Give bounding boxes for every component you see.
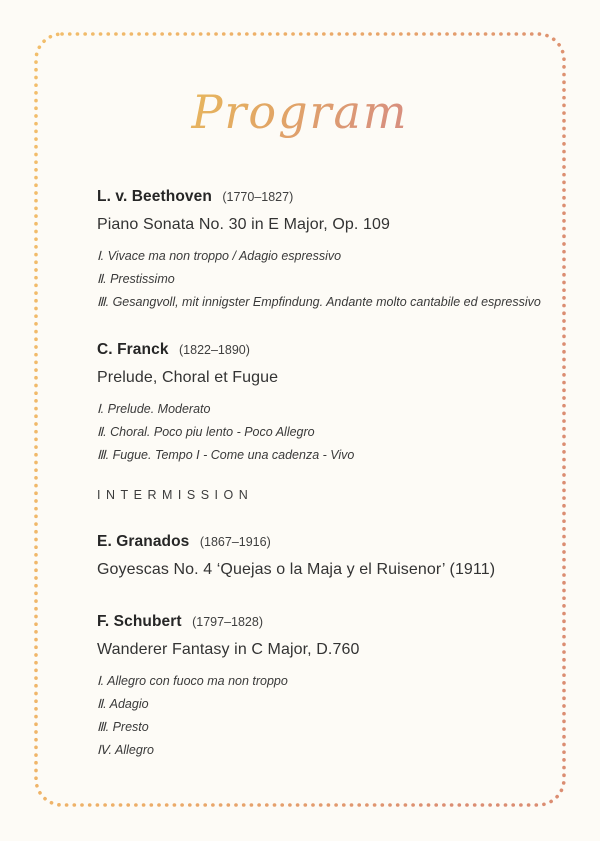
title-area xyxy=(0,68,600,163)
movement-list xyxy=(97,398,564,467)
section-granados xyxy=(97,533,564,579)
composer-dates: (1797–1828) xyxy=(192,615,263,629)
composer-name: L. v. Beethoven xyxy=(97,188,212,205)
section-franck xyxy=(97,341,564,467)
composer-line xyxy=(97,341,564,359)
movement-item: Ⅲ. Fugue. Tempo I - Come una cadenza - Vivo xyxy=(97,448,355,462)
section-schubert xyxy=(97,613,564,762)
composer-name: C. Franck xyxy=(97,341,169,358)
composer-line xyxy=(97,188,564,206)
composer-name: F. Schubert xyxy=(97,613,182,630)
movement-item: Ⅰ. Prelude. Moderato xyxy=(97,402,211,416)
composer-name: E. Granados xyxy=(97,533,190,550)
composer-line xyxy=(97,613,564,631)
composer-dates: (1770–1827) xyxy=(222,190,294,204)
work-title: Wanderer Fantasy in C Major, D.760 xyxy=(97,641,360,658)
movement-item: Ⅰ. Vivace ma non troppo / Adagio espressivo xyxy=(97,249,342,263)
program-title-text: Program xyxy=(191,85,409,139)
work-title: Piano Sonata No. 30 in E Major, Op. 109 xyxy=(97,216,390,233)
intermission-row xyxy=(97,486,253,504)
movement-item: Ⅱ. Choral. Poco piu lento - Poco Allegro xyxy=(97,425,315,439)
work-title: Prelude, Choral et Fugue xyxy=(97,369,279,386)
movement-item: Ⅲ. Presto xyxy=(97,720,149,734)
intermission-label: INTERMISSION xyxy=(97,488,254,502)
section-beethoven xyxy=(97,188,564,314)
work-title: Goyescas No. 4 ‘Quejas o la Maja y el Ruisenor’ (1911) xyxy=(97,561,496,578)
composer-dates: (1867–1916) xyxy=(199,535,271,549)
movement-item: Ⅲ. Gesangvoll, mit innigster Empfindung. Andante molto cantabile ed espressivo xyxy=(97,295,541,309)
movement-item: Ⅳ. Allegro xyxy=(97,743,154,757)
movement-item: Ⅱ. Adagio xyxy=(97,697,149,711)
movement-list xyxy=(97,670,564,762)
composer-dates: (1822–1890) xyxy=(179,343,250,357)
movement-item: Ⅱ. Prestissimo xyxy=(97,272,175,286)
program-title-graphic xyxy=(120,68,480,158)
movement-list xyxy=(97,245,564,314)
movement-item: Ⅰ. Allegro con fuoco ma non troppo xyxy=(97,674,288,688)
composer-line xyxy=(97,533,564,551)
